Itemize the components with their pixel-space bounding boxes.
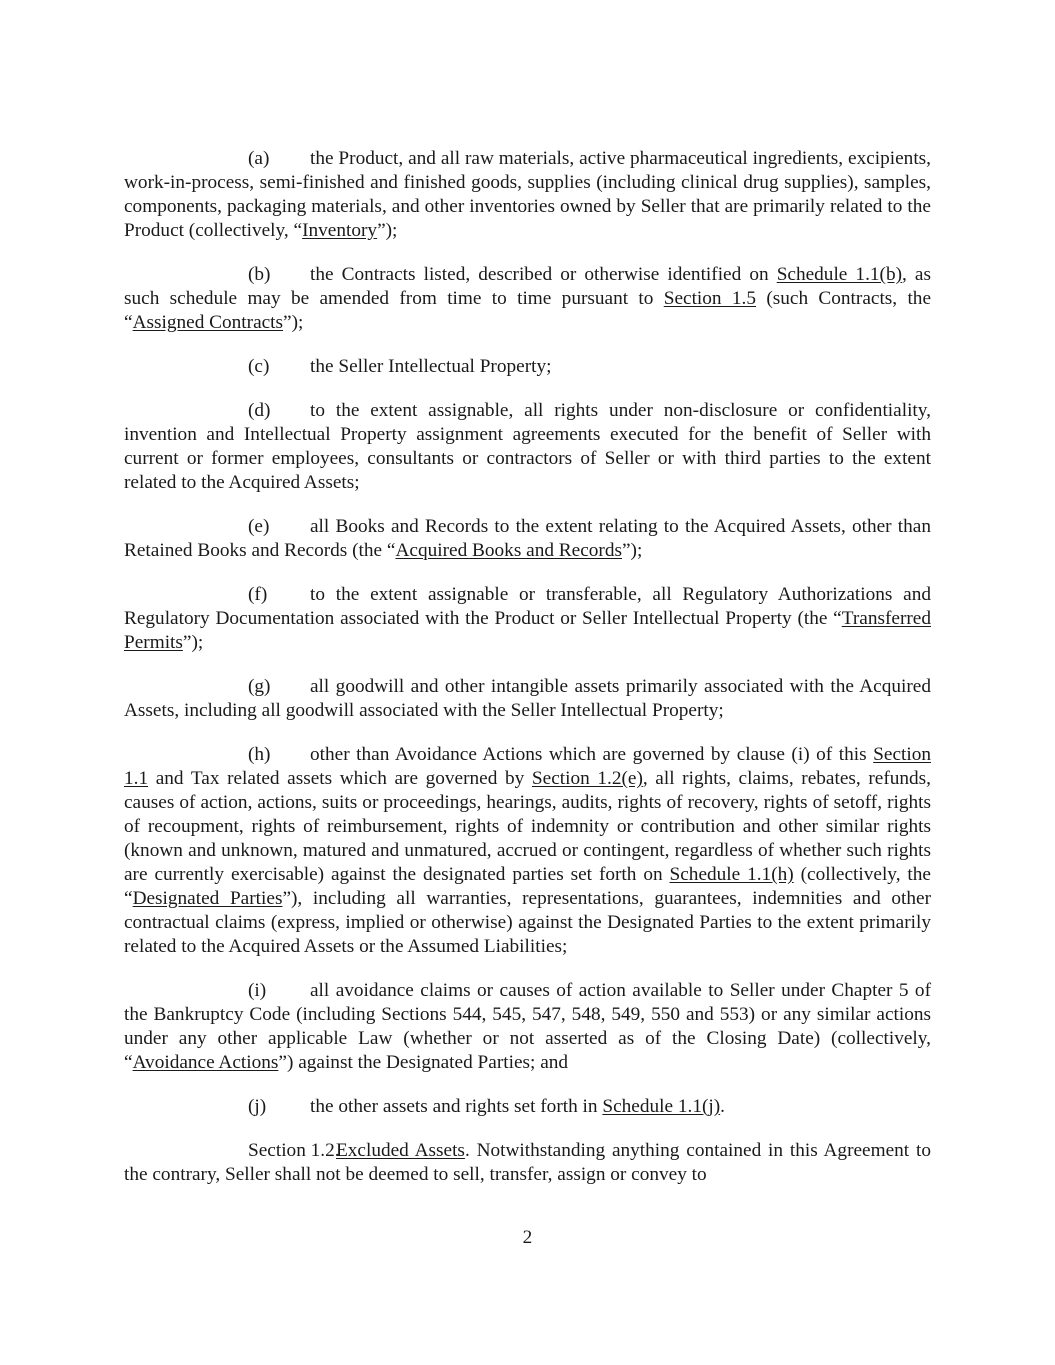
clause-f: (f) to the extent assignable or transferable, all Regulatory Authorizations and Regulatory Documentation associated with the Product or Seller Intellectual Property (the “Transferred Permits”); — [124, 584, 931, 653]
clause-label: (f) — [248, 584, 268, 605]
clause-label: (j) — [248, 1096, 267, 1117]
section-title: Excluded Assets — [336, 1140, 465, 1161]
defined-term-inventory: Inventory — [302, 220, 378, 241]
defined-term-avoidance-actions: Avoidance Actions — [132, 1052, 279, 1073]
page-number: 2 — [522, 1227, 533, 1248]
reference-section-1-2-e: Section 1.2(e) — [531, 768, 643, 789]
section-number: Section 1.2. — [248, 1140, 340, 1161]
clause-i: (i) all avoidance claims or causes of action available to Seller under Chapter 5 of the Bankruptcy Code (including Sections 544, 545, 547, 548, 549, 550 and 553) or any similar actions under any other applicable Law (whether or not asserted as of the Closing Date) (collectively, “Avoidance Actions”) against the Designated Parties; and — [124, 980, 931, 1073]
defined-term-transferred-permits: Transferred Permits — [124, 608, 931, 653]
clause-label: (a) — [248, 148, 270, 169]
clause-label: (c) — [248, 356, 270, 377]
clause-b: (b) the Contracts listed, described or otherwise identified on Schedule 1.1(b), as such schedule may be amended from time to time pursuant to Section 1.5 (such Contracts, the “Assigned Contracts”); — [124, 264, 931, 333]
clause-label: (b) — [248, 264, 271, 285]
reference-section-1-5: Section 1.5 — [663, 288, 756, 309]
defined-term-acquired-books-and-records: Acquired Books and Records — [395, 540, 622, 561]
defined-term-assigned-contracts: Assigned Contracts — [132, 312, 284, 333]
reference-section-1-1: Section 1.1 — [124, 744, 931, 789]
document-page — [124, 147, 931, 1207]
clause-label: (i) — [248, 980, 267, 1001]
clause-e: (e) all Books and Records to the extent relating to the Acquired Assets, other than Retained Books and Records (the “Acquired Books and Records”); — [124, 516, 931, 561]
clause-j: (j) the other assets and rights set forth in Schedule 1.1(j). — [248, 1096, 725, 1117]
section-1-2-excluded-assets: Section 1.2.Excluded Assets. Notwithstanding anything contained in this Agreement to the contrary, Seller shall not be deemed to sell, transfer, assign or convey to — [124, 1140, 931, 1185]
reference-schedule-1-1-b: Schedule 1.1(b) — [776, 264, 903, 285]
defined-term-designated-parties: Designated Parties — [132, 888, 283, 909]
reference-schedule-1-1-h: Schedule 1.1(h) — [669, 864, 794, 885]
clause-d: (d) to the extent assignable, all rights under non-disclosure or confidentiality, invention and Intellectual Property assignment agreements executed for the benefit of Seller with current or former employees, consultants or contractors of Seller or with third parties to the extent related to the Acquired Assets; — [124, 400, 931, 493]
clause-label: (g) — [248, 676, 271, 697]
clause-g: (g) all goodwill and other intangible assets primarily associated with the Acquired Assets, including all goodwill associated with the Seller Intellectual Property; — [124, 676, 931, 721]
clause-label: (d) — [248, 400, 271, 421]
clause-h: (h) other than Avoidance Actions which are governed by clause (i) of this Section 1.1 and Tax related assets which are governed by Section 1.2(e), all rights, claims, rebates, refunds, causes of action, actions, suits or proceedings, hearings, audits, rights of recovery, rights of setoff, rights of recoupment, rights of reimbursement, rights of indemnity or contribution and other similar rights (known and unknown, matured and unmatured, accrued or contingent, regardless of whether such rights are currently exercisable) against the designated parties set forth on Schedule 1.1(h) (collectively, the “Designated Parties”), including all warranties, representations, guarantees, indemnities and other contractual claims (express, implied or otherwise) against the Designated Parties to the extent primarily related to the Acquired Assets or the Assumed Liabilities; — [124, 744, 931, 957]
clause-label: (e) — [248, 516, 270, 537]
reference-schedule-1-1-j: Schedule 1.1(j) — [602, 1096, 721, 1117]
clause-label: (h) — [248, 744, 271, 765]
clause-c: (c) the Seller Intellectual Property; — [248, 356, 552, 377]
clause-a: (a) the Product, and all raw materials, active pharmaceutical ingredients, excipients, work-in-process, semi-finished and finished goods, supplies (including clinical drug supplies), samples, components, packaging materials, and other inventories owned by Seller that are primarily related to the Product (collectively, “Inventory”); — [124, 148, 931, 241]
